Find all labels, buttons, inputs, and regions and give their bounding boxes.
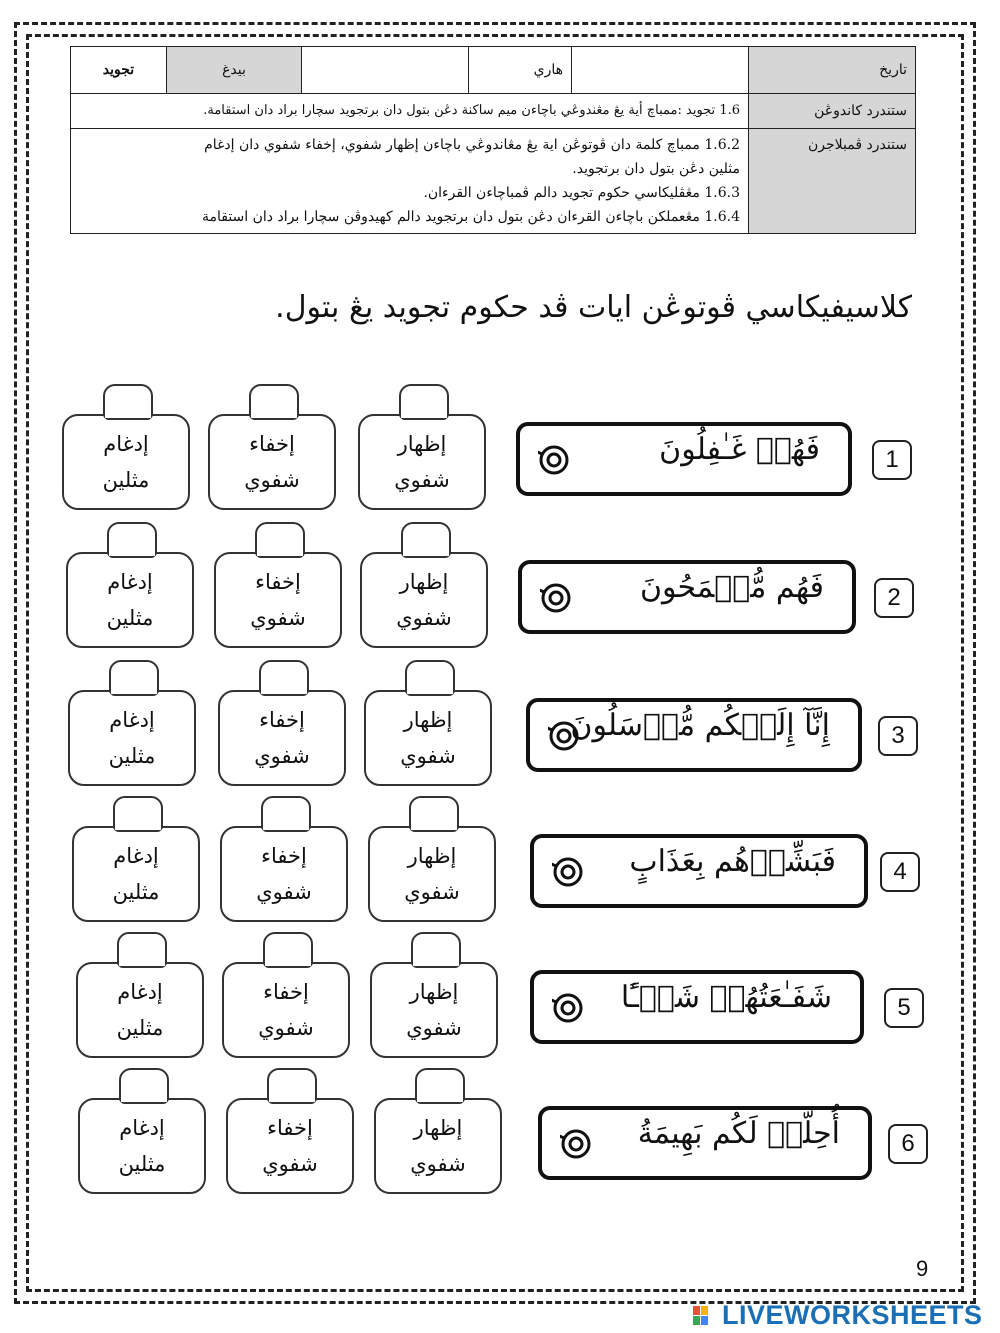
verse-text: إِنَّآ إِلَيۡكُم مُّرۡسَلُونَ: [570, 708, 830, 743]
option-label-line1: إظهار: [413, 1116, 463, 1140]
tab-joint: [121, 1098, 167, 1102]
option-label-line1: إخفاء: [267, 1116, 313, 1140]
option-izhar-shafawi[interactable]: [358, 414, 486, 510]
verse-text: فَهُمۡ غَـٰفِلُونَ: [659, 432, 820, 467]
option-label-line1: إظهار: [407, 844, 457, 868]
option-label-line1: إدغام: [113, 844, 159, 868]
date-value: [572, 47, 749, 94]
option-izhar-shafawi[interactable]: [364, 690, 492, 786]
option-izhar-shafawi[interactable]: [360, 552, 488, 648]
option-label-line2: شفوي: [256, 880, 312, 904]
tab-joint: [411, 826, 457, 830]
option-label-line1: إخفاء: [249, 432, 295, 456]
liveworksheets-logo-icon: [692, 1304, 718, 1328]
verse-tag[interactable]: [530, 834, 868, 908]
learning-standard-line: مثلين دڠن بتول دان برتجويد.: [572, 161, 740, 177]
verse-tag[interactable]: [516, 422, 852, 496]
option-label-line1: إخفاء: [259, 708, 305, 732]
option-label-line2: مثلين: [108, 744, 156, 768]
option-label-line1: إخفاء: [263, 980, 309, 1004]
option-izhar-shafawi[interactable]: [368, 826, 496, 922]
page-number: 9: [916, 1256, 929, 1281]
option-idgham-mithlayn[interactable]: [68, 690, 196, 786]
question-number: 4: [880, 852, 920, 892]
learning-standard-line: 1.6.2 ممباچ كلمة دان ڤوتوڠن اية يڠ مڠاندوڠي باچاءن إظهار شفوي، إخفاء شفوي دان إدغام: [204, 137, 740, 153]
day-label: هاري: [469, 47, 572, 94]
date-label: تاريخ: [749, 47, 916, 94]
option-label-line1: إدغام: [109, 708, 155, 732]
option-label-line1: إدغام: [107, 570, 153, 594]
option-label-line1: إظهار: [397, 432, 447, 456]
option-label-line2: شفوي: [396, 606, 452, 630]
option-idgham-mithlayn[interactable]: [78, 1098, 206, 1194]
option-label-line2: شفوي: [404, 880, 460, 904]
question-row: [0, 1098, 1000, 1228]
option-idgham-mithlayn[interactable]: [62, 414, 190, 510]
verse-tag[interactable]: [526, 698, 862, 772]
option-label-line1: إظهار: [403, 708, 453, 732]
learning-standard-line: 1.6.3 مڠڤليكاسي حكوم تجويد دالم ڤمباچاءن القرءان.: [423, 185, 740, 201]
tag-hole-icon: [538, 444, 570, 476]
option-idgham-mithlayn[interactable]: [72, 826, 200, 922]
option-label-line2: مثلين: [102, 468, 150, 492]
tag-hole-icon: [552, 856, 584, 888]
tab-joint: [257, 552, 303, 556]
option-ikhfa-shafawi[interactable]: [222, 962, 350, 1058]
option-label-line1: إخفاء: [261, 844, 307, 868]
option-label-line2: شفوي: [258, 1016, 314, 1040]
verse-text: فَهُم مُّقۡمَحُونَ: [640, 570, 824, 605]
verse-text: شَفَـٰعَتُهُمۡ شَيۡـًٔا: [620, 980, 832, 1015]
header-table: [70, 46, 916, 234]
option-label-line1: إظهار: [409, 980, 459, 1004]
tab-joint: [263, 826, 309, 830]
option-label-line2: شفوي: [406, 1016, 462, 1040]
tab-joint: [111, 690, 157, 694]
instruction-text: كلاسيفيكاسي ڤوتوڠن ايات ڤد حكوم تجويد يڠ بتول.: [275, 290, 912, 325]
question-number: 3: [878, 716, 918, 756]
learning-standard-label: ستندرد ڤمبلاجرن: [749, 129, 916, 234]
option-label-line1: إدغام: [117, 980, 163, 1004]
question-number: 6: [888, 1124, 928, 1164]
tab-joint: [115, 826, 161, 830]
option-ikhfa-shafawi[interactable]: [214, 552, 342, 648]
option-label-line2: شفوي: [394, 468, 450, 492]
verse-text: فَبَشِّرۡهُم بِعَذَابٍ: [629, 844, 836, 879]
option-label-line2: مثلين: [116, 1016, 164, 1040]
option-izhar-shafawi[interactable]: [374, 1098, 502, 1194]
tag-hole-icon: [560, 1128, 592, 1160]
tab-joint: [413, 962, 459, 966]
option-label-line1: إدغام: [103, 432, 149, 456]
option-label-line1: إظهار: [399, 570, 449, 594]
tab-joint: [407, 690, 453, 694]
question-number: 1: [872, 440, 912, 480]
option-ikhfa-shafawi[interactable]: [220, 826, 348, 922]
option-label-line2: شفوي: [262, 1152, 318, 1176]
tag-hole-icon: [552, 992, 584, 1024]
option-idgham-mithlayn[interactable]: [66, 552, 194, 648]
tab-joint: [401, 414, 447, 418]
content-standard-text: 1.6 تجويد :ممباچ أية يڠ مڠندوڠي باچاءن ميم ساكنة دڠن بتول دان برتجويد سچارا براد دان استقامة.: [71, 94, 749, 129]
option-idgham-mithlayn[interactable]: [76, 962, 204, 1058]
option-label-line2: شفوي: [410, 1152, 466, 1176]
tab-joint: [269, 1098, 315, 1102]
verse-tag[interactable]: [538, 1106, 872, 1180]
tab-joint: [119, 962, 165, 966]
tab-joint: [105, 414, 151, 418]
option-label-line2: مثلين: [118, 1152, 166, 1176]
option-label-line2: مثلين: [112, 880, 160, 904]
class-label: بيدغ: [167, 47, 302, 94]
question-number: 5: [884, 988, 924, 1028]
learning-standard-cell: [71, 129, 749, 234]
watermark: LIVEWORKSHEETS: [722, 1300, 983, 1330]
option-ikhfa-shafawi[interactable]: [226, 1098, 354, 1194]
option-label-line1: إخفاء: [255, 570, 301, 594]
subject-title: تجويد: [71, 47, 167, 94]
verse-text: أُحِلَّتۡ لَكُم بَهِيمَةُ: [637, 1116, 840, 1151]
tab-joint: [251, 414, 297, 418]
verse-tag[interactable]: [530, 970, 864, 1044]
learning-standard-line: 1.6.4 مڠعملكن باچاءن القرءان دڠن بتول دان برتجويد دالم كهيدوڤن سچارا براد دان استقامة: [201, 209, 740, 225]
tab-joint: [417, 1098, 463, 1102]
option-label-line2: شفوي: [400, 744, 456, 768]
option-ikhfa-shafawi[interactable]: [218, 690, 346, 786]
option-ikhfa-shafawi[interactable]: [208, 414, 336, 510]
tag-hole-icon: [540, 582, 572, 614]
day-value: [302, 47, 469, 94]
option-izhar-shafawi[interactable]: [370, 962, 498, 1058]
tab-joint: [109, 552, 155, 556]
tab-joint: [265, 962, 311, 966]
verse-tag[interactable]: [518, 560, 856, 634]
option-label-line1: إدغام: [119, 1116, 165, 1140]
question-number: 2: [874, 578, 914, 618]
option-label-line2: شفوي: [244, 468, 300, 492]
option-label-line2: مثلين: [106, 606, 154, 630]
option-label-line2: شفوي: [250, 606, 306, 630]
tab-joint: [261, 690, 307, 694]
tab-joint: [403, 552, 449, 556]
option-label-line2: شفوي: [254, 744, 310, 768]
content-standard-label: ستندرد كاندوڠن: [749, 94, 916, 129]
